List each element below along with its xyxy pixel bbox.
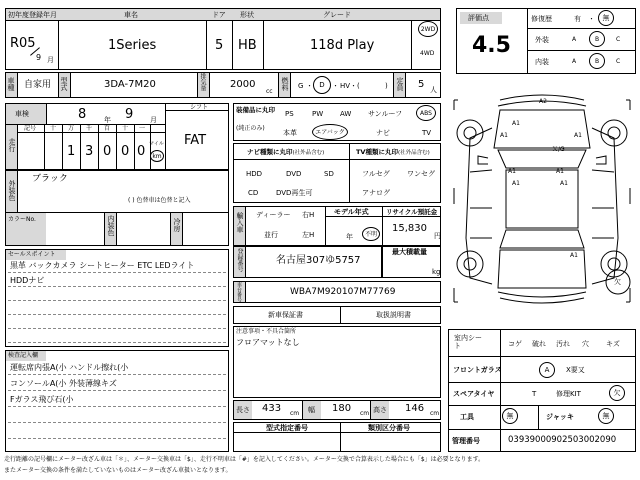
length-value: 433 <box>262 403 282 414</box>
capacity-label: 定員 <box>396 77 404 91</box>
score-label: 評価点 <box>468 14 489 22</box>
equipment-label-sub: (純正のみ) <box>236 125 265 132</box>
vin-value: WBA7M920107M77769 <box>290 287 396 297</box>
seat-dirt: 汚れ <box>556 340 570 348</box>
color-label: 外装色 <box>8 180 16 201</box>
footer-line-2: またメーター交換の条件を満たしていないものはメーター改ざん車扱いとなります。 <box>4 467 232 474</box>
fuel-d: D <box>319 81 325 89</box>
front-glass-x: X要又 <box>566 366 585 374</box>
footer-line-1: 走行距離の記号欄にメーター改ざん車は「＊」、メーター交換車は「$」、走行不明車は「#」を記入してください。メーター交換で合算表示した場合にも「$」は必要となります。 <box>4 456 485 463</box>
repair-dash: ・ <box>588 15 595 23</box>
capacity-unit: 人 <box>430 86 437 94</box>
car-name-label: 車名 <box>124 11 138 19</box>
mileage-unit-sign: 記号 <box>24 125 37 132</box>
height-unit: cm <box>430 410 440 417</box>
jack-value: 無 <box>602 412 610 420</box>
history-value: フロアマットなし <box>236 338 300 347</box>
fuel-label: 燃料 <box>281 77 289 91</box>
mark-hood: A1 <box>512 120 520 127</box>
exterior-grade-a: A <box>572 36 577 43</box>
doors-label: ドア <box>212 11 226 19</box>
navi-label <box>247 148 324 157</box>
capacity-value: 5 <box>418 79 425 90</box>
mileage-unit-1: 一 <box>139 125 146 132</box>
seat-scratch: キズ <box>606 340 620 348</box>
mileage-unit-100: 百 <box>104 125 111 132</box>
tv-oneseg: ワンセグ <box>407 170 435 178</box>
interior-grade-b-circle <box>589 53 605 69</box>
exterior-grade-c: C <box>616 36 621 43</box>
import-parallel: 並行 <box>264 231 278 239</box>
model-label: 型式 <box>60 77 68 91</box>
mileage-unit-mile: マイル <box>149 141 164 147</box>
interior-grade-b: B <box>594 58 600 65</box>
history-block <box>233 326 441 398</box>
inspection-label: 車検 <box>15 110 29 118</box>
history-label: 注意事項・不具合箇所 <box>236 328 297 335</box>
kind-label: 車種 <box>7 77 15 91</box>
plate-label: 登録番号 <box>236 248 243 272</box>
sales-point-line-1: 黒革 バックカメラ シートヒーター ETC LEDライト <box>10 261 195 270</box>
first-reg-month: 9 <box>36 53 42 62</box>
plate-value: 名古屋307ゆ5757 <box>276 255 361 266</box>
equipment-ps: PS <box>285 110 294 118</box>
front-glass-label: フロントガラス <box>453 366 502 374</box>
kind-value: 自家用 <box>24 80 52 90</box>
jack-label: ジャッキ <box>546 413 574 421</box>
inspection-month: 9 <box>125 107 134 122</box>
vin-label: 車台番号 <box>236 282 242 302</box>
navi-dvd: DVD <box>286 170 302 178</box>
interior-grade-c: C <box>616 58 621 65</box>
tools-value: 無 <box>506 412 514 420</box>
first-reg-month-unit: 月 <box>47 56 54 64</box>
inspection-year-unit: 年 <box>104 116 111 124</box>
equipment-navi: ナビ <box>376 129 390 137</box>
shift-label: シフト <box>190 104 209 111</box>
warranty-label: 新車保証書 <box>268 311 303 319</box>
inspector-line-3: Fガラス飛び石(小 <box>10 395 74 404</box>
recycle-label: リサイクル預託金 <box>386 208 438 216</box>
equipment-abs: ABS <box>420 110 432 117</box>
mileage-unit-km: km <box>152 153 162 160</box>
class-code-label: 類別区分番号 <box>368 424 410 432</box>
mgmt-label: 管理番号 <box>452 437 480 445</box>
mileage-km-circle <box>150 150 164 162</box>
mileage-unit-100k: 十 <box>50 125 57 132</box>
interior-grade-a: A <box>572 58 577 65</box>
color-note: ( ) 色替車は色替と記入 <box>128 197 191 204</box>
fuel-d-circle <box>313 76 331 94</box>
front-glass-a: A <box>544 366 550 374</box>
interior-seat-label: 室内シート <box>454 334 482 350</box>
tools-label: 工具 <box>460 413 474 421</box>
equipment-leather: 本革 <box>283 129 297 137</box>
spare-tire-kit: 修理KIT <box>556 390 581 398</box>
navi-sd: SD <box>324 170 334 178</box>
equipment-airbag: エアバック <box>315 129 345 136</box>
doors-value: 5 <box>215 38 224 53</box>
mileage-digit-1: 1 <box>67 144 76 159</box>
shape-value: HB <box>238 38 257 53</box>
fuel-g: G <box>298 82 304 90</box>
mark-front-left: A1 <box>500 132 508 139</box>
equipment-aw: AW <box>340 110 352 118</box>
coolant-label: 冷房 <box>173 218 181 232</box>
drive-4wd: 4WD <box>420 50 435 57</box>
car-damage-diagram <box>448 88 636 324</box>
spare-tire-mark: 欠 <box>614 278 621 286</box>
inspection-month-unit: 月 <box>150 116 157 124</box>
repair-yes: 有 <box>574 15 581 23</box>
tv-analog: アナログ <box>362 189 390 197</box>
mark-glass: Ｘ/G <box>552 146 565 153</box>
grade-label: グレード <box>323 11 351 19</box>
width-label: 幅 <box>308 406 315 414</box>
car-name-value: 1Series <box>108 38 157 53</box>
equipment-label: 装備品に丸印 <box>236 106 275 114</box>
navi-label-sub: (社外品含む) <box>292 150 325 156</box>
mileage-digit-4: 0 <box>121 144 130 159</box>
color-value: ブラック <box>32 174 68 184</box>
repair-label: 修復歴 <box>531 15 552 23</box>
equipment-airbag-circle <box>312 124 348 140</box>
seat-tear: 破れ <box>532 340 546 348</box>
sales-points-label: セールスポイント <box>8 251 56 258</box>
mileage-unit-1k: 千 <box>86 125 93 132</box>
tv-label <box>356 148 430 157</box>
car-outline-icon <box>448 88 636 324</box>
navi-label-text: ナビ種類に丸印 <box>247 148 293 156</box>
mileage-digit-3: 0 <box>103 144 112 159</box>
exterior-grade-label: 外装 <box>535 36 549 44</box>
length-unit: cm <box>290 410 300 417</box>
mileage-label: 走行 <box>8 138 16 152</box>
width-unit: cm <box>360 410 370 417</box>
width-value: 180 <box>332 403 352 414</box>
navi-dvd-play: DVD再生可 <box>276 189 313 197</box>
shape-label: 形状 <box>240 11 254 19</box>
tools-value-circle <box>502 408 518 424</box>
equipment-pw: PW <box>312 110 324 118</box>
tv-label-sub: (社外品含む) <box>397 150 430 156</box>
manual-label: 取扱説明書 <box>376 311 411 319</box>
drive-2wd-circle <box>418 21 438 37</box>
navi-hdd: HDD <box>246 170 263 178</box>
model-year-label: モデル年式 <box>334 208 369 216</box>
first-reg-label: 初年度登録年月 <box>8 11 57 19</box>
model-year-unknown: 不明 <box>364 231 377 238</box>
shift-value: FAT <box>184 133 207 148</box>
mgmt-value: 03939000902503002090 <box>508 435 617 445</box>
equipment-tv: TV <box>422 129 432 137</box>
displacement-label: 排気量 <box>199 73 206 91</box>
fuel-close: ) <box>385 82 388 90</box>
sales-point-line-2: HDDナビ <box>10 276 45 285</box>
import-label: 輸入車 <box>236 212 244 233</box>
interior-grade-label: 内装 <box>535 58 549 66</box>
spare-tire-missing-circle <box>609 385 625 401</box>
jack-value-circle <box>598 408 614 424</box>
spare-tire-missing: 欠 <box>613 389 621 397</box>
seat-burn: コゲ <box>508 340 522 348</box>
mark-door-right: A1 <box>556 168 564 175</box>
mark-front-right: A1 <box>574 132 582 139</box>
type-cert-label: 型式指定番号 <box>266 424 308 432</box>
mark-front-bumper: A2 <box>539 98 547 105</box>
equipment-sunroof: サンルーフ <box>368 110 403 118</box>
recycle-value: 15,830 <box>392 223 427 234</box>
max-load-label: 最大積載量 <box>392 248 427 256</box>
height-label: 高さ <box>373 406 387 414</box>
mileage-digit-2: 3 <box>85 144 94 159</box>
import-right: 右H <box>302 211 315 219</box>
tv-fullseg: フルセグ <box>362 170 390 178</box>
grade-value: 118d Play <box>310 38 375 53</box>
import-dealer: ディーラー <box>256 211 291 219</box>
import-left: 左H <box>302 231 315 239</box>
seat-hole: 穴 <box>582 340 589 348</box>
model-value: 3DA-7M20 <box>104 79 156 90</box>
interior-color-label: 内装色 <box>107 215 115 236</box>
mileage-unit-10: 十 <box>122 125 129 132</box>
tv-label-text: TV種類に丸印 <box>356 148 398 156</box>
equipment-abs-circle <box>416 105 436 121</box>
inspector-label: 検査記入欄 <box>8 352 39 359</box>
first-reg-year: R05 <box>10 36 36 51</box>
displacement-value: 2000 <box>230 79 256 90</box>
max-load-kg: kg <box>432 268 441 276</box>
exterior-grade-b: B <box>594 36 600 43</box>
mark-roof-right: A1 <box>560 180 568 187</box>
mark-rear: A1 <box>570 252 578 259</box>
length-label: 長さ <box>236 406 250 414</box>
inspection-year: 8 <box>78 107 87 122</box>
exterior-grade-b-circle <box>589 31 605 47</box>
height-value: 146 <box>405 403 425 414</box>
spare-tire-label: スペアタイヤ <box>453 390 495 398</box>
mark-roof-left: A1 <box>512 180 520 187</box>
inspector-line-1: 運転席内張A(小 ハンドル擦れ(小 <box>10 363 129 372</box>
mileage-digit-5: 0 <box>137 144 146 159</box>
front-glass-a-circle <box>539 362 555 378</box>
inspector-line-2: コンソールA(小 外装薄線キズ <box>10 379 117 388</box>
navi-cd: CD <box>248 189 259 197</box>
cc-unit: cc <box>266 88 273 95</box>
model-year-unknown-circle <box>362 227 380 241</box>
repair-no: 無 <box>602 14 610 22</box>
mileage-unit-10k: 万 <box>68 125 75 132</box>
score-value: 4.5 <box>472 33 511 58</box>
color-no-label: カラーNo. <box>8 216 36 223</box>
spare-tire-t: T <box>532 390 537 398</box>
drive-2wd: 2WD <box>420 26 436 33</box>
fuel-hv: HV・( <box>340 82 360 90</box>
model-year-unit: 年 <box>346 233 353 241</box>
mark-door-left: A1 <box>508 168 516 175</box>
repair-no-circle <box>598 10 614 26</box>
recycle-yen: 円 <box>434 232 441 240</box>
